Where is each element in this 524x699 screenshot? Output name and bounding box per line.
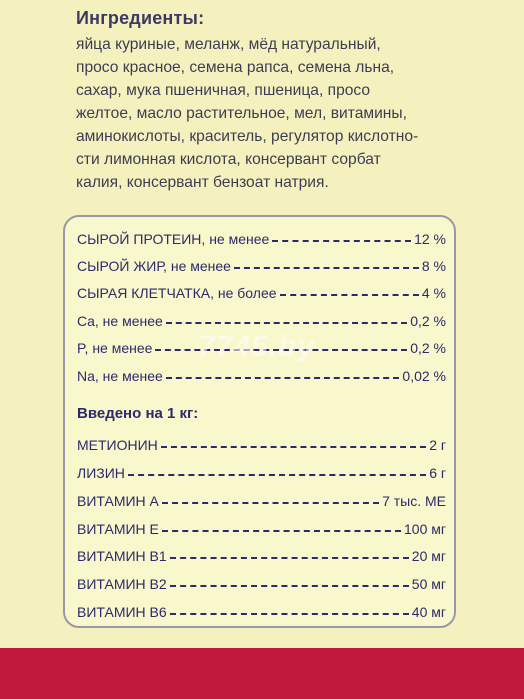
dotted-leader — [162, 502, 379, 504]
dotted-leader — [170, 585, 409, 587]
dotted-leader — [170, 613, 409, 615]
row-label: ВИТАМИН А — [77, 493, 159, 509]
analysis-row-calcium — [77, 305, 446, 329]
row-value: 2 г — [429, 437, 446, 453]
dotted-leader — [166, 377, 400, 379]
row-label: Ca, не менее — [77, 313, 163, 329]
dotted-leader — [166, 322, 407, 324]
dotted-leader — [161, 446, 426, 448]
row-label: ЛИЗИН — [77, 465, 125, 481]
row-value: 8 % — [421, 258, 446, 274]
row-label: Na, не менее — [77, 368, 163, 384]
added-row-vitamin-b6 — [77, 596, 446, 620]
added-per-kg-title: Введено на 1 кг: — [77, 405, 199, 422]
dotted-leader — [128, 474, 426, 476]
added-row-vitamin-b1 — [77, 540, 446, 564]
added-row-vitamin-a — [77, 485, 446, 509]
row-label: СЫРОЙ ПРОТЕИН, не менее — [77, 231, 270, 247]
added-row-lysine — [77, 457, 446, 481]
dotted-leader — [162, 530, 401, 532]
footer-color-band — [0, 648, 524, 699]
dotted-leader — [234, 267, 419, 269]
ingredients-line: сти лимонная кислота, консервант сорбат — [76, 151, 381, 168]
row-value: 12 % — [414, 231, 446, 247]
added-row-vitamin-b2 — [77, 568, 446, 592]
row-value: 20 мг — [411, 548, 446, 564]
ingredients-line: калия, консервант бензоат натрия. — [76, 174, 329, 191]
dotted-leader — [272, 240, 411, 242]
analysis-row-fiber — [77, 277, 446, 301]
ingredients-section — [76, 8, 448, 194]
row-label: СЫРАЯ КЛЕТЧАТКА, не более — [77, 285, 277, 301]
dotted-leader — [170, 557, 409, 559]
row-label: ВИТАМИН В1 — [77, 548, 167, 564]
row-value: 100 мг — [404, 521, 446, 537]
ingredients-title: Ингредиенты: — [76, 8, 205, 28]
added-row-methionine — [77, 429, 446, 453]
added-row-vitamin-e — [77, 513, 446, 537]
ingredients-line: сахар, мука пшеничная, пшеница, просо — [76, 82, 371, 99]
row-label: ВИТАМИН В2 — [77, 576, 167, 592]
row-value: 0,2 % — [410, 313, 446, 329]
row-value: 4 % — [421, 285, 446, 301]
row-value: 40 мг — [411, 604, 446, 620]
row-label: СЫРОЙ ЖИР, не менее — [77, 258, 231, 274]
row-value: 6 г — [429, 465, 446, 481]
dotted-leader — [280, 294, 419, 296]
row-label: P, не менее — [77, 340, 153, 356]
analysis-row-protein — [77, 223, 446, 247]
row-value: 7 тыс. МЕ — [382, 493, 446, 509]
row-label: ВИТАМИН В6 — [77, 604, 167, 620]
row-value: 50 мг — [411, 576, 446, 592]
row-label: ВИТАМИН Е — [77, 521, 159, 537]
site-watermark: 7745.by — [198, 330, 316, 363]
ingredients-line: яйца куриные, меланж, мёд натуральный, — [76, 36, 381, 53]
row-value: 0,02 % — [402, 368, 446, 384]
ingredients-text — [76, 33, 448, 194]
row-label: МЕТИОНИН — [77, 437, 158, 453]
ingredients-line: просо красное, семена рапса, семена льна, — [76, 59, 395, 76]
nutrition-panel — [63, 215, 456, 628]
row-value: 0,2 % — [410, 340, 446, 356]
ingredients-line: аминокислоты, краситель, регулятор кислотно- — [76, 128, 419, 145]
analysis-row-fat — [77, 250, 446, 274]
ingredients-line: желтое, масло растительное, мел, витамины, — [76, 105, 407, 122]
